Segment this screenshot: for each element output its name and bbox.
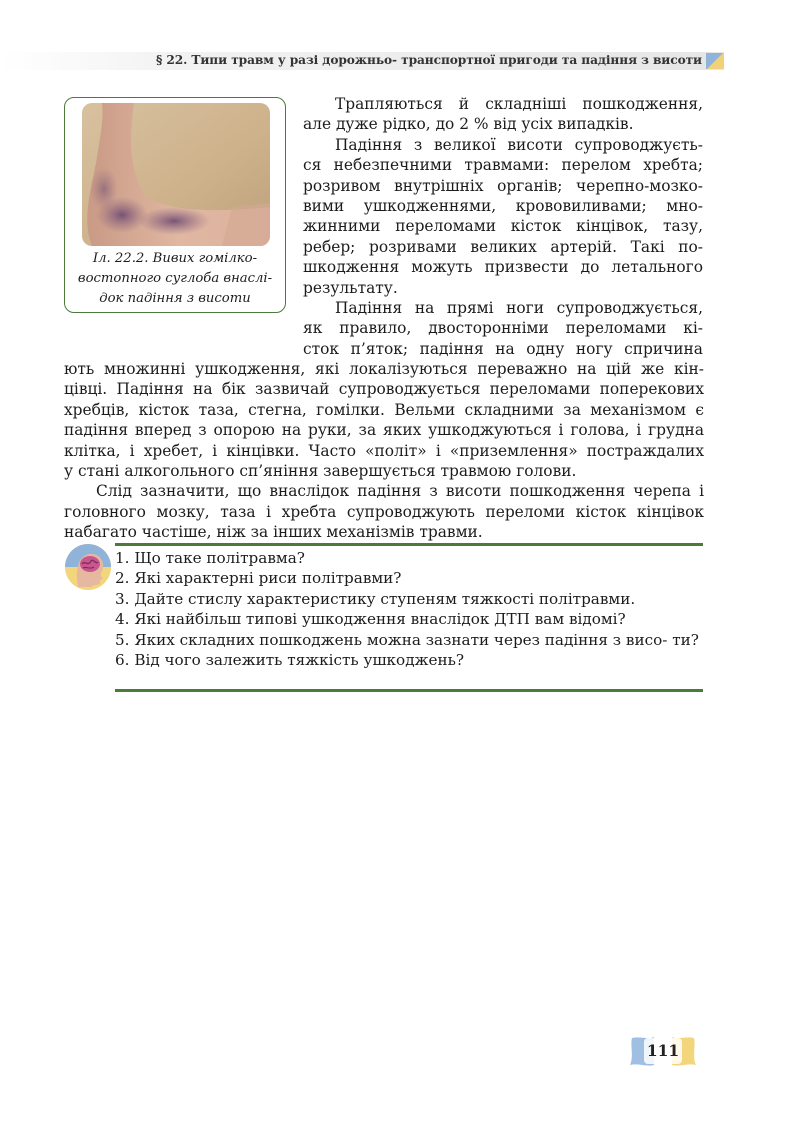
figure-box xyxy=(64,97,286,313)
questions-top-rule xyxy=(115,543,703,546)
question-item: 2. Які характерні риси політравми? xyxy=(115,569,402,588)
paragraph-line: сток п’яток; падіння на одну ногу спричина xyxy=(303,339,703,358)
figure-caption xyxy=(69,249,281,309)
paragraph-line: у стані алкогольного сп’яніння завершується травмою голови. xyxy=(64,462,577,481)
paragraph-line: шкодження можуть призвести до летального xyxy=(303,258,703,277)
page-number: 111 xyxy=(646,1041,680,1060)
paragraph-line: ють множинні ушкодження, які локалізуються переважно на цій же кін- xyxy=(64,360,704,378)
body-text-right-column xyxy=(303,94,703,359)
paragraph-line: хребців, кісток таза, стегна, гомілки. Вельми складними за механізмом є xyxy=(64,400,704,419)
questions-bottom-rule xyxy=(115,689,703,692)
question-item: 4. Які найбільш типові ушкодження внаслідок ДТП вам відомі? xyxy=(115,610,626,629)
paragraph-line: набагато частіше, ніж за інших механізмів травми. xyxy=(64,523,483,542)
paragraph-line: падіння вперед з опорою на руки, за яких ушкоджуються і голова, і грудна xyxy=(64,421,704,440)
question-item: 3. Дайте стислу характеристику ступеням тяжкості політравми. xyxy=(115,589,636,608)
paragraph-line: ся небезпечними травмами: перелом хребта; xyxy=(303,156,703,175)
body-text-full-width xyxy=(64,359,704,543)
brain-head-icon xyxy=(64,543,112,591)
paragraph-line: результату. xyxy=(303,278,398,297)
paragraph-line: головного мозку, таза і хребта супроводжують переломи кісток кінцівок xyxy=(64,502,704,521)
paragraph-line: цівці. Падіння на бік зазвичай супроводжується переломами поперекових xyxy=(64,380,704,399)
caption-line: док падіння з висоти xyxy=(99,291,251,306)
bruised-ankle-photo xyxy=(82,103,270,246)
paragraph-line: Падіння на прямі ноги супроводжується, xyxy=(335,299,703,318)
paragraph-line: клітка, і хребет, і кінцівки. Часто «політ» і «приземлення» постраждалих xyxy=(64,441,704,460)
paragraph-line: Падіння з великої висоти супроводжуєть- xyxy=(335,135,703,154)
question-item: 1. Що таке політравма? xyxy=(115,549,305,567)
question-item: 5. Яких складних пошкоджень можна зазнати через падіння з висо- ти? xyxy=(115,630,699,649)
page-number-badge xyxy=(628,1034,698,1068)
paragraph-line: Слід зазначити, що внаслідок падіння з висоти пошкодження черепа і xyxy=(96,482,704,501)
paragraph-line: розривом внутрішніх органів; черепно-мозко- xyxy=(303,176,703,195)
paragraph-line: але дуже рідко, до 2 % від усіх випадків. xyxy=(303,115,634,134)
header-corner-tab xyxy=(706,53,724,69)
question-item: 6. Від чого залежить тяжкість ушкоджень? xyxy=(115,651,465,670)
paragraph-line: вими ушкодженнями, крововиливами; мно- xyxy=(303,197,703,216)
paragraph-line: як правило, двосторонніми переломами кі- xyxy=(303,319,703,338)
paragraph-line: Трапляються й складніші пошкодження, xyxy=(335,95,703,113)
paragraph-line: ребер; розривами великих артерій. Такі по- xyxy=(303,237,703,256)
review-questions xyxy=(115,548,703,670)
paragraph-line: жинними переломами кісток кінцівок, тазу, xyxy=(303,217,703,236)
caption-line: Іл. 22.2. Вивих гомілко- xyxy=(92,251,258,266)
running-header-title: § 22. Типи травм у разі дорожньо- транспортної пригоди та падіння з висоти xyxy=(155,53,702,67)
caption-line: востопного суглоба внаслі- xyxy=(77,271,273,286)
